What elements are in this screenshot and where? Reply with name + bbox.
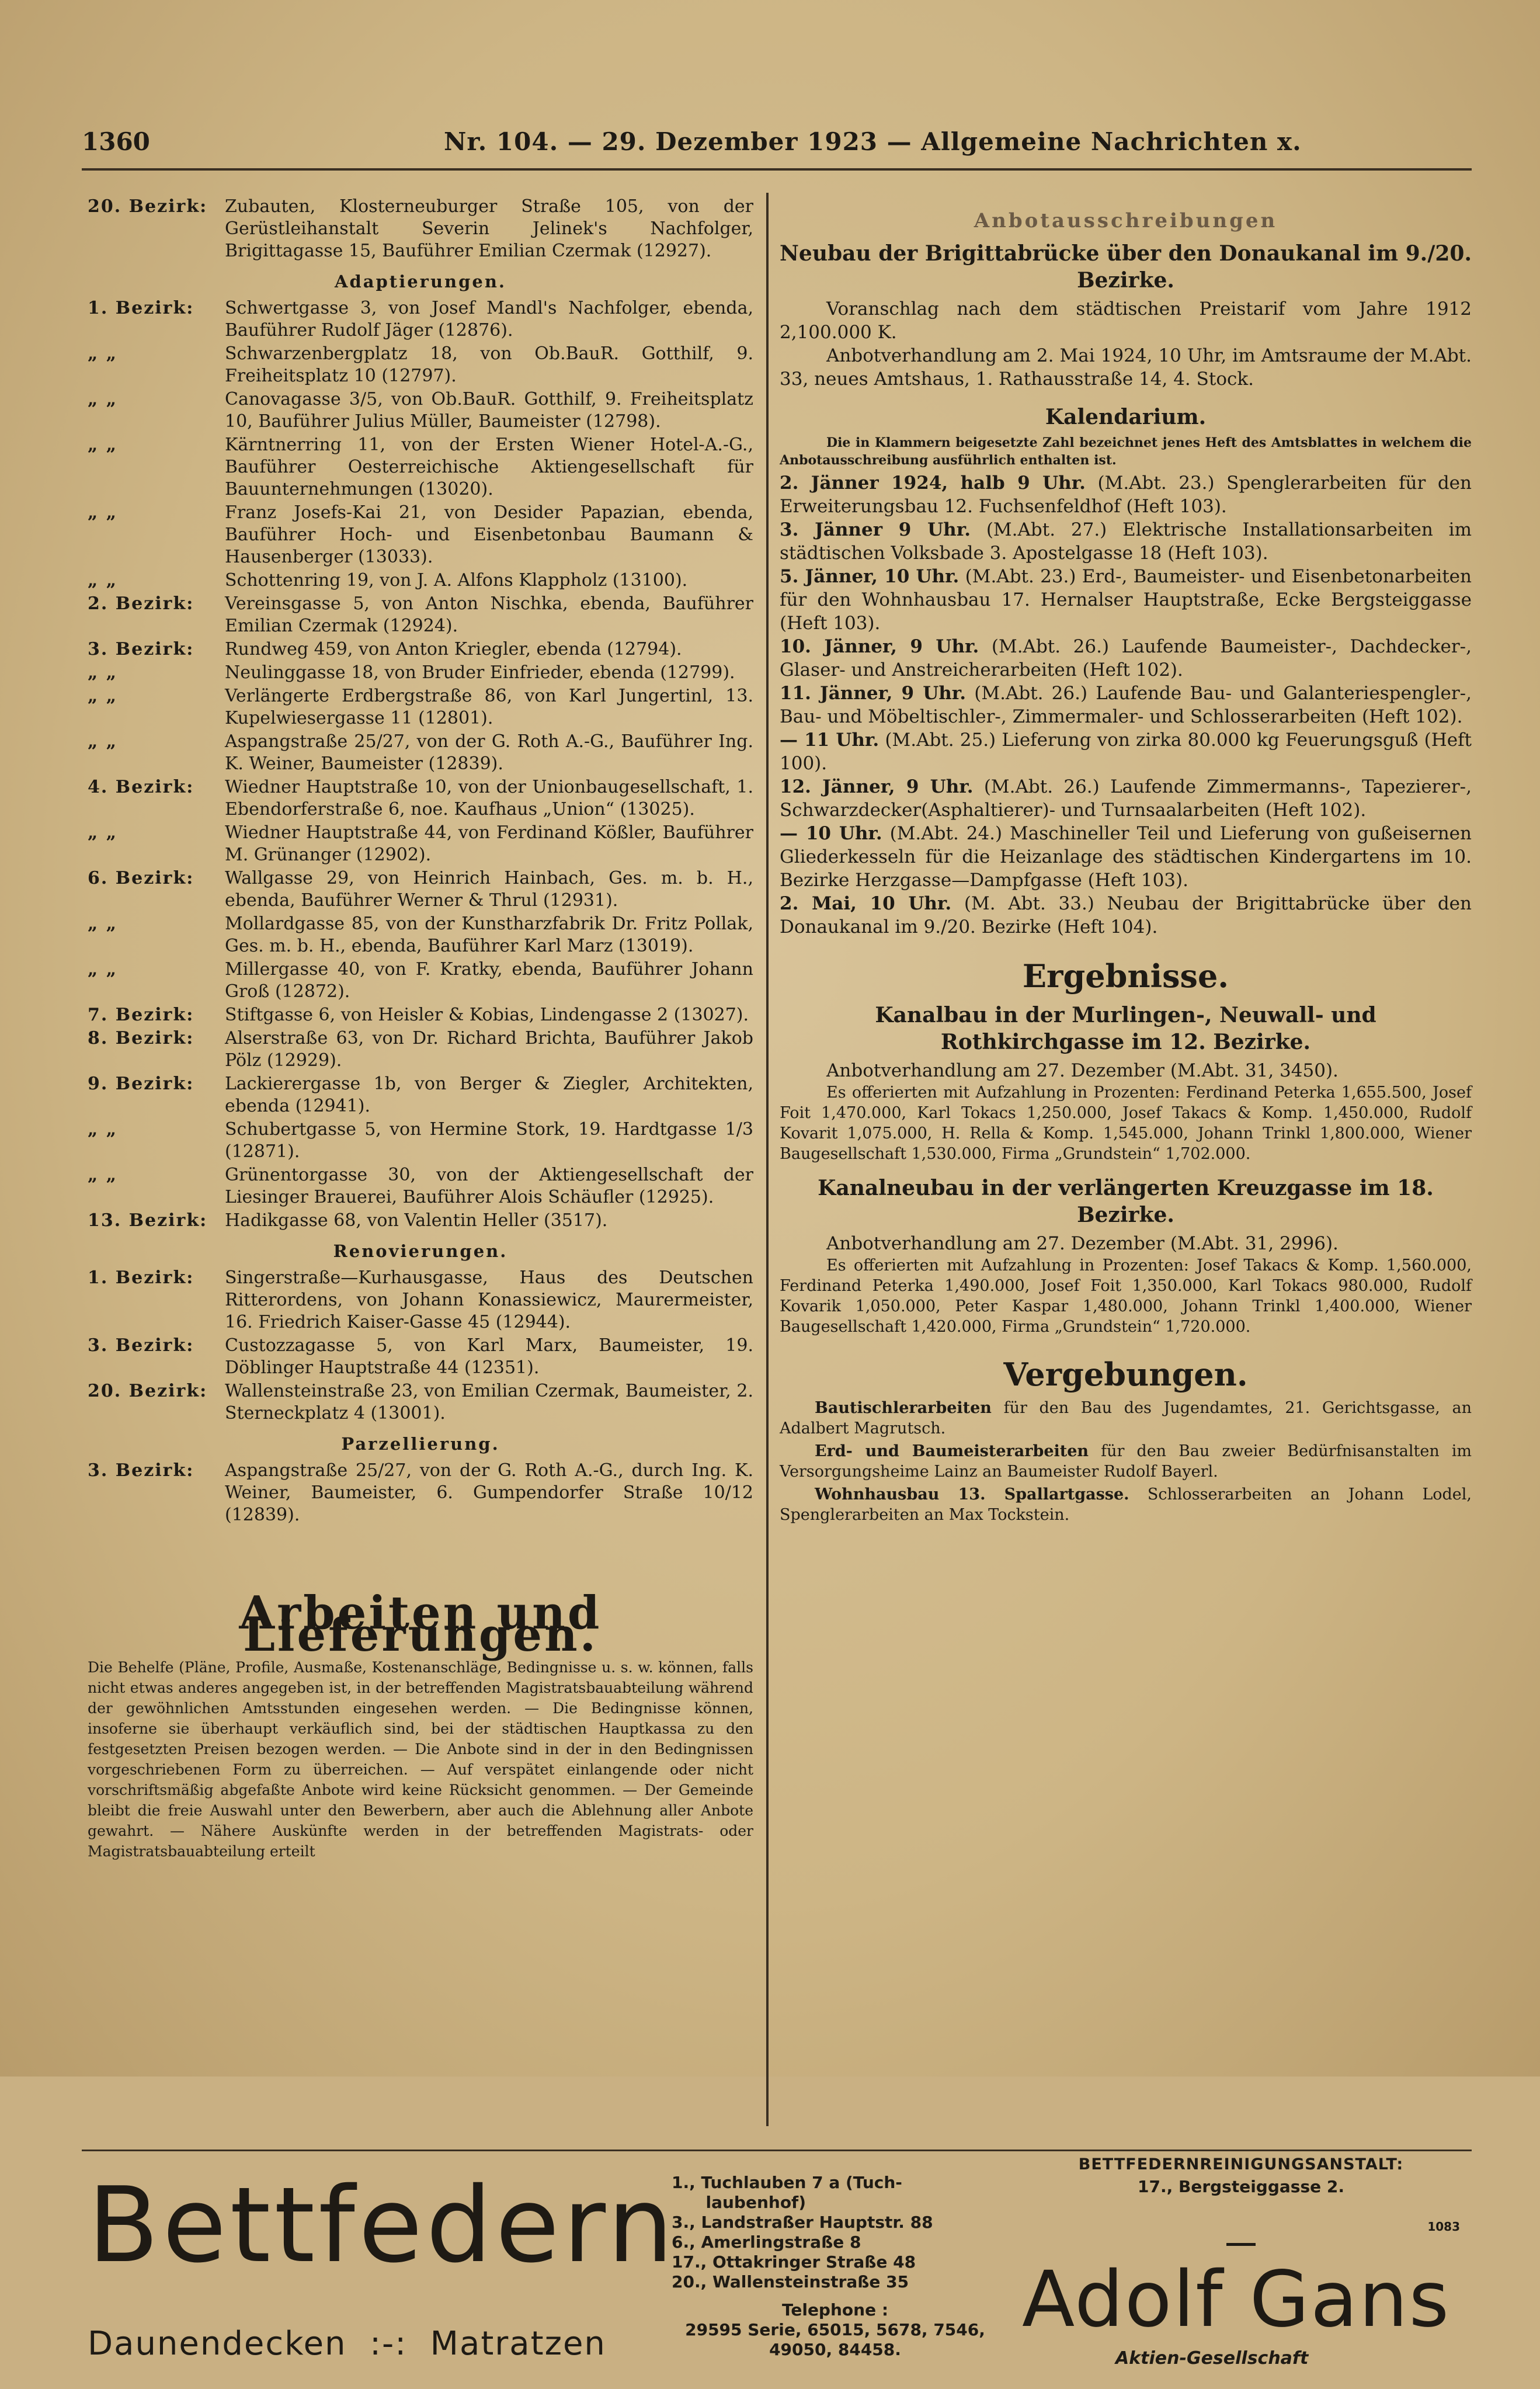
district-entry bbox=[88, 388, 753, 433]
district-label: 9. Bezirk: bbox=[88, 1074, 194, 1094]
entry-text: Wiedner Hauptstraße 10, von der Unionbaugesellschaft, 1. Ebendorferstraße 6, noe. Kaufhaus „Union“ (13025). bbox=[225, 777, 753, 820]
entry-text: Wiedner Hauptstraße 44, von Ferdinand Kößler, Bauführer M. Grünanger (12902). bbox=[225, 822, 753, 865]
district-label: 3. Bezirk: bbox=[88, 1335, 194, 1356]
entry-text: Schottenring 19, von J. A. Alfons Klappholz (13100). bbox=[225, 570, 688, 591]
calendar-desc: (M.Abt. 26.) Laufende Bau- und Galanteriespengler-, Bau- und Möbeltischler-, Zimmermaler- und Schlosserarbeiten (Heft 102). bbox=[780, 683, 1472, 727]
district-label: „ „ bbox=[88, 914, 117, 934]
district-entry bbox=[88, 434, 753, 501]
entry-text: Singerstraße—Kurhausgasse, Haus des Deutschen Ritterordens, von Johann Konassiewicz, Maurermeister, 16. Friedrich Kaiser-Gasse 45 (12944). bbox=[225, 1268, 753, 1332]
district-entry bbox=[88, 1380, 753, 1425]
district-entry bbox=[88, 662, 753, 684]
district-entry bbox=[88, 593, 753, 637]
address-line: 17., Ottakringer Straße 48 bbox=[672, 2252, 916, 2272]
calendar-entry bbox=[780, 822, 1472, 892]
district-label: „ „ bbox=[88, 502, 117, 523]
district-entry bbox=[88, 1267, 753, 1334]
district-entry bbox=[88, 913, 753, 957]
calendar-desc: (M.Abt. 26.) Laufende Baumeister-, Dachdecker-, Glaser- und Anstreicherarbeiten (Heft 102). bbox=[780, 636, 1472, 680]
vergebung-entry bbox=[780, 1484, 1472, 1525]
district-entry bbox=[88, 1210, 753, 1232]
district-label: 1. Bezirk: bbox=[88, 298, 194, 318]
vergebung-title: Erd- und Baumeisterarbeiten bbox=[815, 1442, 1089, 1460]
district-entry bbox=[88, 776, 753, 821]
district-label: „ „ bbox=[88, 389, 117, 409]
vergebung-title: Wohnhausbau 13. Spallartgasse. bbox=[815, 1485, 1129, 1503]
district-label: 6. Bezirk: bbox=[88, 868, 194, 888]
gans-company: Aktien-Gesellschaft bbox=[1115, 2348, 1309, 2369]
district-label: „ „ bbox=[88, 1165, 117, 1185]
kalendarium-note: Die in Klammern beigesetzte Zahl bezeichnet jenes Heft des Amtsblattes in welchem die Anbotausschreibung ausführlich enthalten ist. bbox=[780, 435, 1472, 468]
address-line: 3., Landstraßer Hauptstr. 88 bbox=[672, 2213, 933, 2232]
district-label: 1. Bezirk: bbox=[88, 1268, 194, 1288]
calendar-date: 11. Jänner, 9 Uhr. bbox=[780, 683, 967, 704]
district-label: 8. Bezirk: bbox=[88, 1028, 194, 1048]
calendar-desc: (M.Abt. 23.) Spenglerarbeiten für den Erweiterungsbau 12. Fuchsenfeldhof (Heft 103). bbox=[780, 473, 1472, 517]
adolf-gans-ad bbox=[1010, 2155, 1472, 2369]
adaptierungen-list bbox=[88, 297, 753, 1232]
entry-text: Canovagasse 3/5, von Ob.BauR. Gotthilf, 9. Freiheitsplatz 10, Bauführer Julius Müller, Baumeister (12798). bbox=[225, 389, 753, 432]
entry-text: Wallensteinstraße 23, von Emilian Czermak, Baumeister, 2. Sterneckplatz 4 (13001). bbox=[225, 1381, 753, 1423]
entry-text: Verlängerte Erdbergstraße 86, von Karl Jungertinl, 13. Kupelwiesergasse 11 (12801). bbox=[225, 686, 753, 728]
kanal2-offers: Es offerierten mit Aufzahlung in Prozenten: Josef Takacs & Komp. 1,560.000, Ferdinand Peterka 1,490.000, Josef Foit 1,350.000, Karl Tokacs 980.000, Rudolf Kovarik 1,050.000, Peter Kaspar 1,480.000, Johann Trinkl 1,400.000, Wiener Baugesellschaft 1,420.000, Firma „Grundstein“ 1,720.000. bbox=[780, 1256, 1472, 1336]
district-label: 3. Bezirk: bbox=[88, 1460, 194, 1481]
calendar-desc: (M. Abt. 33.) Neubau der Brigittabrücke über den Donaukanal im 9./20. Bezirke (Heft 104). bbox=[780, 893, 1472, 937]
entry-text: Aspangstraße 25/27, von der G. Roth A.-G., durch Ing. K. Weiner, Baumeister, 6. Gumpendorfer Straße 10/12 (12839). bbox=[225, 1460, 753, 1525]
entry-text: Lackierergasse 1b, von Berger & Ziegler, Architekten, ebenda (12941). bbox=[225, 1074, 753, 1116]
ad-rule bbox=[82, 2150, 1472, 2151]
telephone-label: Telephone : bbox=[781, 2300, 889, 2319]
arbeiten-heading: Arbeiten und Lieferungen. bbox=[239, 1586, 602, 1662]
page-number: 1360 bbox=[82, 127, 150, 156]
entry-text: Mollardgasse 85, von der Kunstharzfabrik Dr. Fritz Pollak, Ges. m. b. H., ebenda, Bauführer Karl Marz (13019). bbox=[225, 914, 753, 956]
vergebung-text: Schlosserarbeiten an Johann Lodel, Spenglerarbeiten an Max Tockstein. bbox=[780, 1485, 1472, 1524]
vergebung-entry bbox=[780, 1441, 1472, 1482]
district-label: „ „ bbox=[88, 435, 117, 455]
district-entry bbox=[88, 867, 753, 912]
district-entry bbox=[88, 1119, 753, 1163]
bettfedern-ad bbox=[82, 2155, 677, 2389]
calendar-entry bbox=[780, 775, 1472, 822]
district-entry bbox=[88, 1004, 753, 1026]
right-column bbox=[780, 202, 1472, 1527]
district-entry bbox=[88, 822, 753, 866]
brigitta-estimate: Voranschlag nach dem städtischen Preistarif vom Jahre 1912 2,100.000 K. bbox=[780, 298, 1472, 343]
entry-text: Millergasse 40, von F. Kratky, ebenda, Bauführer Johann Groß (12872). bbox=[225, 959, 753, 1002]
district-label: 20. Bezirk: bbox=[88, 196, 208, 217]
entry-text: Schubertgasse 5, von Hermine Stork, 19. Hardtgasse 1/3 (12871). bbox=[225, 1119, 753, 1162]
vergebungen-list bbox=[780, 1398, 1472, 1525]
vergebung-text: für den Bau des Jugendamtes, 21. Gerichtsgasse, an Adalbert Magrutsch. bbox=[780, 1399, 1472, 1437]
district-entry bbox=[88, 1073, 753, 1117]
ergebnisse-heading: Ergebnisse. bbox=[1022, 957, 1229, 995]
district-label: 4. Bezirk: bbox=[88, 777, 194, 797]
district-label: 20. Bezirk: bbox=[88, 1381, 208, 1401]
kanal1-heading: Kanalbau in der Murlingen-, Neuwall- und Rothkirchgasse im 12. Bezirke. bbox=[875, 1003, 1376, 1054]
entry-text: Aspangstraße 25/27, von der G. Roth A.-G., Bauführer Ing. K. Weiner, Baumeister (12839). bbox=[225, 731, 753, 774]
parzellierung-list bbox=[88, 1460, 753, 1526]
renovierungen-heading: Renovierungen. bbox=[333, 1241, 508, 1261]
calendar-date: 2. Mai, 10 Uhr. bbox=[780, 893, 952, 914]
calendar-entry bbox=[780, 682, 1472, 728]
calendar-entry bbox=[780, 518, 1472, 565]
district-label: „ „ bbox=[88, 1119, 117, 1140]
calendar-desc: (M.Abt. 24.) Maschineller Teil und Lieferung von gußeisernen Gliederkesseln für die Heizanlage des städtischen Kindergartens im 10. Bezirke Herzgasse—Dampfgasse (Heft 103). bbox=[780, 823, 1472, 891]
left-column bbox=[88, 196, 753, 1862]
entry-text: Custozzagasse 5, von Karl Marx, Baumeister, 19. Döblinger Hauptstraße 44 (12351). bbox=[225, 1335, 753, 1378]
entry-text: Grünentorgasse 30, von der Aktiengesellschaft der Liesinger Brauerei, Bauführer Alois Schäufler (12925). bbox=[225, 1165, 753, 1207]
address-line: 1., Tuchlauben 7 a (Tuch- bbox=[672, 2173, 902, 2192]
entry-text: Schwertgasse 3, von Josef Mandl's Nachfolger, ebenda, Bauführer Rudolf Jäger (12876). bbox=[225, 298, 753, 341]
gans-code: 1083 bbox=[1427, 2220, 1460, 2234]
arbeiten-text: Die Behelfe (Pläne, Profile, Ausmaße, Kostenanschläge, Bedingnisse u. s. w. können, falls nicht etwas anderes angegeben ist, in der betreffenden Magistratsbauabteilung während der gewöhnlichen Amtsstunden eingesehen werden. — Die Bedingnisse können, insoferne sie überhaupt verkäuflich sind, bei der städtischen Hauptkassa zu den festgesetzten Preisen bezogen werden. — Die Anbote sind in der in den Bedingnissen vorgeschriebenen Form zu überreichen. — Auf verspätet einlangende oder nicht vorschriftsmäßig abgefaßte Anbote wird keine Rücksicht genommen. — Der Gemeinde bleibt die freie Auswahl unter den Bewerbern, aber auch die Ablehnung aller Anbote gewahrt. — Nähere Auskünfte werden in der betreffenden Magistrats- oder Magistratsbauabteilung erteilt bbox=[88, 1659, 753, 1860]
gans-dash bbox=[1226, 2243, 1256, 2246]
district-entry bbox=[88, 1164, 753, 1209]
kalendarium-heading: Kalendarium. bbox=[1045, 405, 1207, 429]
district-entry bbox=[88, 502, 753, 568]
calendar-entry bbox=[780, 471, 1472, 518]
vergebung-entry bbox=[780, 1398, 1472, 1439]
brigitta-hearing: Anbotverhandlung am 2. Mai 1924, 10 Uhr, im Amtsraume der M.Abt. 33, neues Amtshaus, 1. Rathausstraße 14, 4. Stock. bbox=[780, 345, 1472, 390]
calendar-date: 12. Jänner, 9 Uhr. bbox=[780, 776, 974, 797]
district-entry bbox=[88, 297, 753, 342]
calendar-list bbox=[780, 471, 1472, 939]
calendar-date: 5. Jänner, 10 Uhr. bbox=[780, 566, 960, 587]
district-label: „ „ bbox=[88, 343, 117, 364]
brigitta-heading: Neubau der Brigittabrücke über den Donaukanal im 9./20. Bezirke. bbox=[780, 241, 1472, 293]
gans-name: Adolf Gans bbox=[1022, 2255, 1451, 2345]
calendar-date: 10. Jänner, 9 Uhr. bbox=[780, 636, 979, 657]
kanal1-hearing: Anbotverhandlung am 27. Dezember (M.Abt. 31, 3450). bbox=[826, 1060, 1339, 1081]
district-label: „ „ bbox=[88, 570, 117, 591]
entry-text: Zubauten, Klosterneuburger Straße 105, von der Gerüstleihanstalt Severin Jelinek's Nachfolger, Brigittagasse 15, Bauführer Emilian Czermak (12927). bbox=[225, 196, 753, 261]
calendar-entry bbox=[780, 565, 1472, 635]
district-entry bbox=[88, 638, 753, 661]
district-entry bbox=[88, 196, 753, 262]
store-addresses bbox=[672, 2173, 999, 2360]
address-line: laubenhof) bbox=[672, 2193, 806, 2212]
entry-text: Wallgasse 29, von Heinrich Hainbach, Ges. m. b. H., ebenda, Bauführer Werner & Thrul (12931). bbox=[225, 868, 753, 911]
entry-text: Vereinsgasse 5, von Anton Nischka, ebenda, Bauführer Emilian Czermak (12924). bbox=[225, 593, 753, 636]
district-label: „ „ bbox=[88, 822, 117, 843]
kanal2-hearing: Anbotverhandlung am 27. Dezember (M.Abt. 31, 2996). bbox=[826, 1233, 1339, 1254]
entry-text: Schwarzenbergplatz 18, von Ob.BauR. Gotthilf, 9. Freiheitsplatz 10 (12797). bbox=[225, 343, 753, 386]
entry-text: Neulinggasse 18, von Bruder Einfrieder, ebenda (12799). bbox=[225, 662, 735, 683]
calendar-entry bbox=[780, 728, 1472, 775]
calendar-date: 2. Jänner 1924, halb 9 Uhr. bbox=[780, 473, 1086, 494]
telephone-numbers: 29595 Serie, 65015, 5678, 7546, 49050, 84458. bbox=[685, 2320, 985, 2359]
calendar-entry bbox=[780, 635, 1472, 682]
parzellierung-heading: Parzellierung. bbox=[341, 1434, 500, 1454]
address-line: 6., Amerlingstraße 8 bbox=[672, 2232, 861, 2252]
calendar-date: — 11 Uhr. bbox=[780, 730, 879, 751]
entry-text: Alserstraße 63, von Dr. Richard Brichta, Bauführer Jakob Pölz (12929). bbox=[225, 1028, 753, 1071]
district-entry bbox=[88, 1027, 753, 1072]
gans-address: 17., Bergsteiggasse 2. bbox=[1138, 2177, 1344, 2196]
calendar-desc: (M.Abt. 27.) Elektrische Installationsarbeiten im städtischen Volksbade 3. Apostelgasse 18 (Heft 103). bbox=[780, 519, 1472, 564]
entry-text: Rundweg 459, von Anton Kriegler, ebenda (12794). bbox=[225, 639, 682, 659]
column-divider bbox=[766, 193, 769, 2126]
vergebung-title: Bautischlerarbeiten bbox=[815, 1399, 992, 1417]
district-label: „ „ bbox=[88, 662, 117, 683]
district-label: „ „ bbox=[88, 731, 117, 752]
bettfedern-subline: Daunendecken :-: Matratzen bbox=[88, 2325, 606, 2363]
district-label: „ „ bbox=[88, 959, 117, 980]
header-title: Nr. 104. — 29. Dezember 1923 — Allgemeine Nachrichten x. bbox=[444, 127, 1302, 156]
calendar-entry bbox=[780, 892, 1472, 939]
district-label: 3. Bezirk: bbox=[88, 639, 194, 659]
district-entry bbox=[88, 959, 753, 1003]
district-entry bbox=[88, 570, 753, 592]
district-entry bbox=[88, 1460, 753, 1526]
adaptierungen-heading: Adaptierungen. bbox=[334, 272, 507, 291]
calendar-desc: (M.Abt. 25.) Lieferung von zirka 80.000 kg Feuerungsguß (Heft 100). bbox=[780, 730, 1472, 774]
kanal1-offers: Es offerierten mit Aufzahlung in Prozenten: Ferdinand Peterka 1,655.500, Josef Foit 1,470.000, Karl Tokacs 1,250.000, Josef Takacs & Komp. 1,450.000, Rudolf Kovarit 1,075.000, H. Rella & Komp. 1,545.000, Johann Trinkl 1,800.000, Wiener Baugesellschaft 1,530.000, Firma „Grundstein“ 1,702.000. bbox=[780, 1084, 1472, 1163]
kanal2-heading: Kanalneubau in der verlängerten Kreuzgasse im 18. Bezirke. bbox=[818, 1176, 1434, 1227]
header-rule bbox=[82, 168, 1472, 171]
bettfedern-word: Bettfedern bbox=[88, 2165, 677, 2286]
district-label: 13. Bezirk: bbox=[88, 1210, 208, 1231]
calendar-date: 3. Jänner 9 Uhr. bbox=[780, 519, 971, 540]
intro-list bbox=[88, 196, 753, 262]
district-entry bbox=[88, 731, 753, 775]
district-label: „ „ bbox=[88, 686, 117, 706]
vergebungen-heading: Vergebungen. bbox=[1003, 1356, 1248, 1393]
entry-text: Kärntnerring 11, von der Ersten Wiener Hotel-A.-G., Bauführer Oesterreichische Aktiengesellschaft für Bauunternehmungen (13020). bbox=[225, 435, 753, 499]
district-label: 2. Bezirk: bbox=[88, 593, 194, 614]
entry-text: Hadikgasse 68, von Valentin Heller (3517). bbox=[225, 1210, 608, 1231]
district-entry bbox=[88, 1335, 753, 1379]
address-list bbox=[672, 2173, 999, 2292]
vergebung-text: für den Bau zweier Bedürfnisanstalten im Versorgungsheime Lainz an Baumeister Rudolf Bayerl. bbox=[780, 1442, 1472, 1481]
gans-heading: BETTFEDERNREINIGUNGSANSTALT: bbox=[1078, 2155, 1404, 2173]
district-label: 7. Bezirk: bbox=[88, 1005, 194, 1025]
renovierungen-list bbox=[88, 1267, 753, 1425]
calendar-date: — 10 Uhr. bbox=[780, 823, 882, 844]
address-line: 20., Wallensteinstraße 35 bbox=[672, 2272, 909, 2291]
district-entry bbox=[88, 685, 753, 730]
entry-text: Franz Josefs-Kai 21, von Desider Papazian, ebenda, Bauführer Hoch- und Eisenbetonbau Baumann & Hausenberger (13033). bbox=[225, 502, 753, 567]
entry-text: Stiftgasse 6, von Heisler & Kobias, Lindengasse 2 (13027). bbox=[225, 1005, 749, 1025]
calendar-desc: (M.Abt. 26.) Laufende Zimmermanns-, Tapezierer-, Schwarzdecker(Asphaltierer)- und Turnsaalarbeiten (Heft 102). bbox=[780, 776, 1472, 821]
district-entry bbox=[88, 343, 753, 387]
ausschreibungen-heading: Anbotausschreibungen bbox=[974, 209, 1278, 232]
page-header bbox=[82, 127, 1472, 162]
calendar-desc: (M.Abt. 23.) Erd-, Baumeister- und Eisenbetonarbeiten für den Wohnhausbau 17. Hernalser Hauptstraße, Ecke Bergsteiggasse (Heft 103). bbox=[780, 566, 1472, 634]
